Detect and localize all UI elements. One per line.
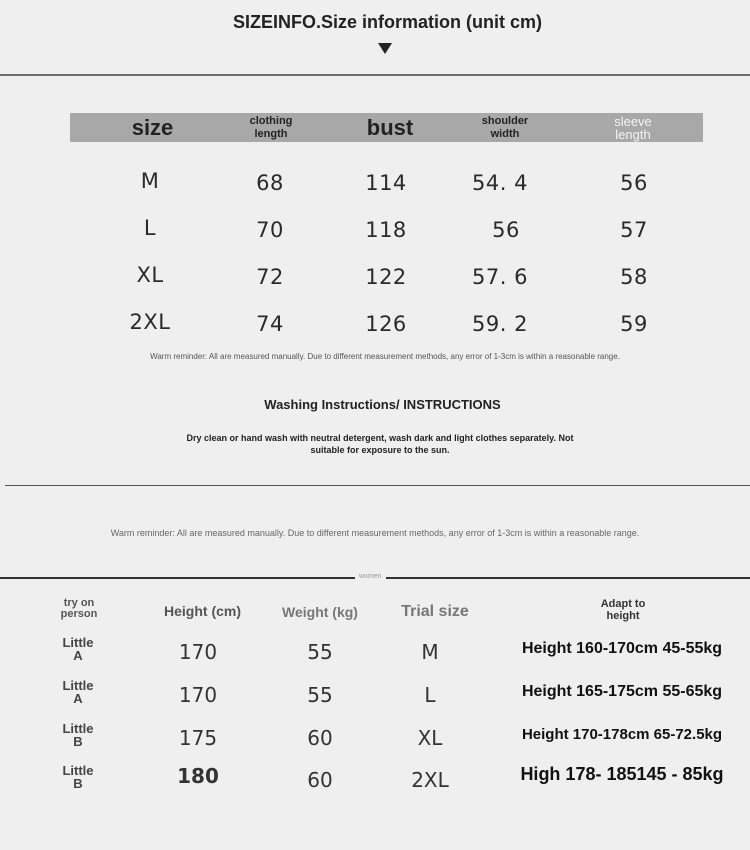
warm-reminder: Warm reminder: All are measured manually. Due to different measurement methods, any error of 1-3cm is within a reasonable range. — [110, 528, 640, 538]
header-size: size — [131, 115, 174, 140]
warm-reminder: Warm reminder: All are measured manually. Due to different measurement methods, any error of 1-3cm is within a reasonable range. — [150, 352, 620, 361]
cell-size: 2XL — [129, 310, 171, 334]
cell-person: Little B — [62, 721, 94, 749]
cell-adapt: Height 165-175cm 55-65kg — [521, 683, 723, 700]
cell-adapt: Height 170-178cm 65-72.5kg — [521, 726, 723, 743]
header-sleeve-length: sleeve length — [614, 113, 652, 142]
cell-size: XL — [136, 263, 164, 287]
cell-trial-size: M — [421, 640, 439, 664]
cell-height: 180 — [177, 764, 219, 788]
cell-height: 175 — [178, 726, 218, 750]
cell-weight: 55 — [307, 640, 333, 664]
header-weight: Weight (kg) — [282, 604, 358, 620]
cell-height: 170 — [178, 640, 218, 664]
cell-sleeve: 56 — [620, 171, 648, 195]
size-table-header — [70, 113, 703, 142]
cell-weight: 60 — [307, 726, 333, 750]
washing-title: Washing Instructions/ INSTRUCTIONS — [264, 397, 501, 412]
cell-sleeve: 57 — [620, 218, 648, 242]
cell-person: Little B — [62, 763, 94, 791]
cell-length: 72 — [256, 265, 284, 289]
washing-text: Dry clean or hand wash with neutral detergent, wash dark and light clothes separately. Not suitable for exposure to the sun. — [186, 433, 574, 455]
cell-adapt: Height 160-170cm 45-55kg — [521, 640, 723, 657]
triangle-down-icon — [378, 43, 392, 54]
cell-sleeve: 58 — [620, 265, 648, 289]
cell-shoulder: 54. 4 — [472, 171, 528, 195]
divider — [0, 74, 750, 76]
cell-height: 170 — [178, 683, 218, 707]
cell-size: L — [143, 216, 157, 240]
cell-length: 68 — [256, 171, 284, 195]
cell-shoulder: 56 — [492, 218, 520, 242]
cell-trial-size: 2XL — [411, 768, 449, 792]
cell-trial-size: L — [424, 683, 436, 707]
cell-size: M — [140, 169, 160, 193]
header-bust: bust — [366, 115, 414, 140]
cell-bust: 114 — [365, 171, 407, 195]
header-try-on-person: try on person — [60, 597, 98, 620]
page-title: SIZEINFO.Size information (unit cm) — [232, 12, 542, 32]
cell-weight: 60 — [307, 768, 333, 792]
cell-bust: 126 — [365, 312, 407, 336]
cell-person: Little A — [62, 678, 94, 706]
divider-label: women — [355, 573, 386, 580]
cell-length: 70 — [256, 218, 284, 242]
header-clothing-length: clothing length — [249, 114, 293, 140]
cell-sleeve: 59 — [620, 312, 648, 336]
cell-shoulder: 57. 6 — [472, 265, 528, 289]
divider — [5, 485, 750, 486]
cell-person: Little A — [62, 635, 94, 663]
cell-length: 74 — [256, 312, 284, 336]
cell-bust: 122 — [365, 265, 407, 289]
cell-bust: 118 — [365, 218, 407, 242]
cell-trial-size: XL — [417, 726, 443, 750]
cell-adapt: High 178- 185145 - 85kg — [520, 764, 724, 784]
header-height: Height (cm) — [164, 603, 241, 619]
cell-shoulder: 59. 2 — [472, 312, 528, 336]
header-trial-size: Trial size — [401, 603, 469, 620]
header-shoulder-width: shoulder width — [481, 114, 529, 140]
header-adapt-height: Adapt to height — [600, 598, 646, 622]
cell-weight: 55 — [307, 683, 333, 707]
